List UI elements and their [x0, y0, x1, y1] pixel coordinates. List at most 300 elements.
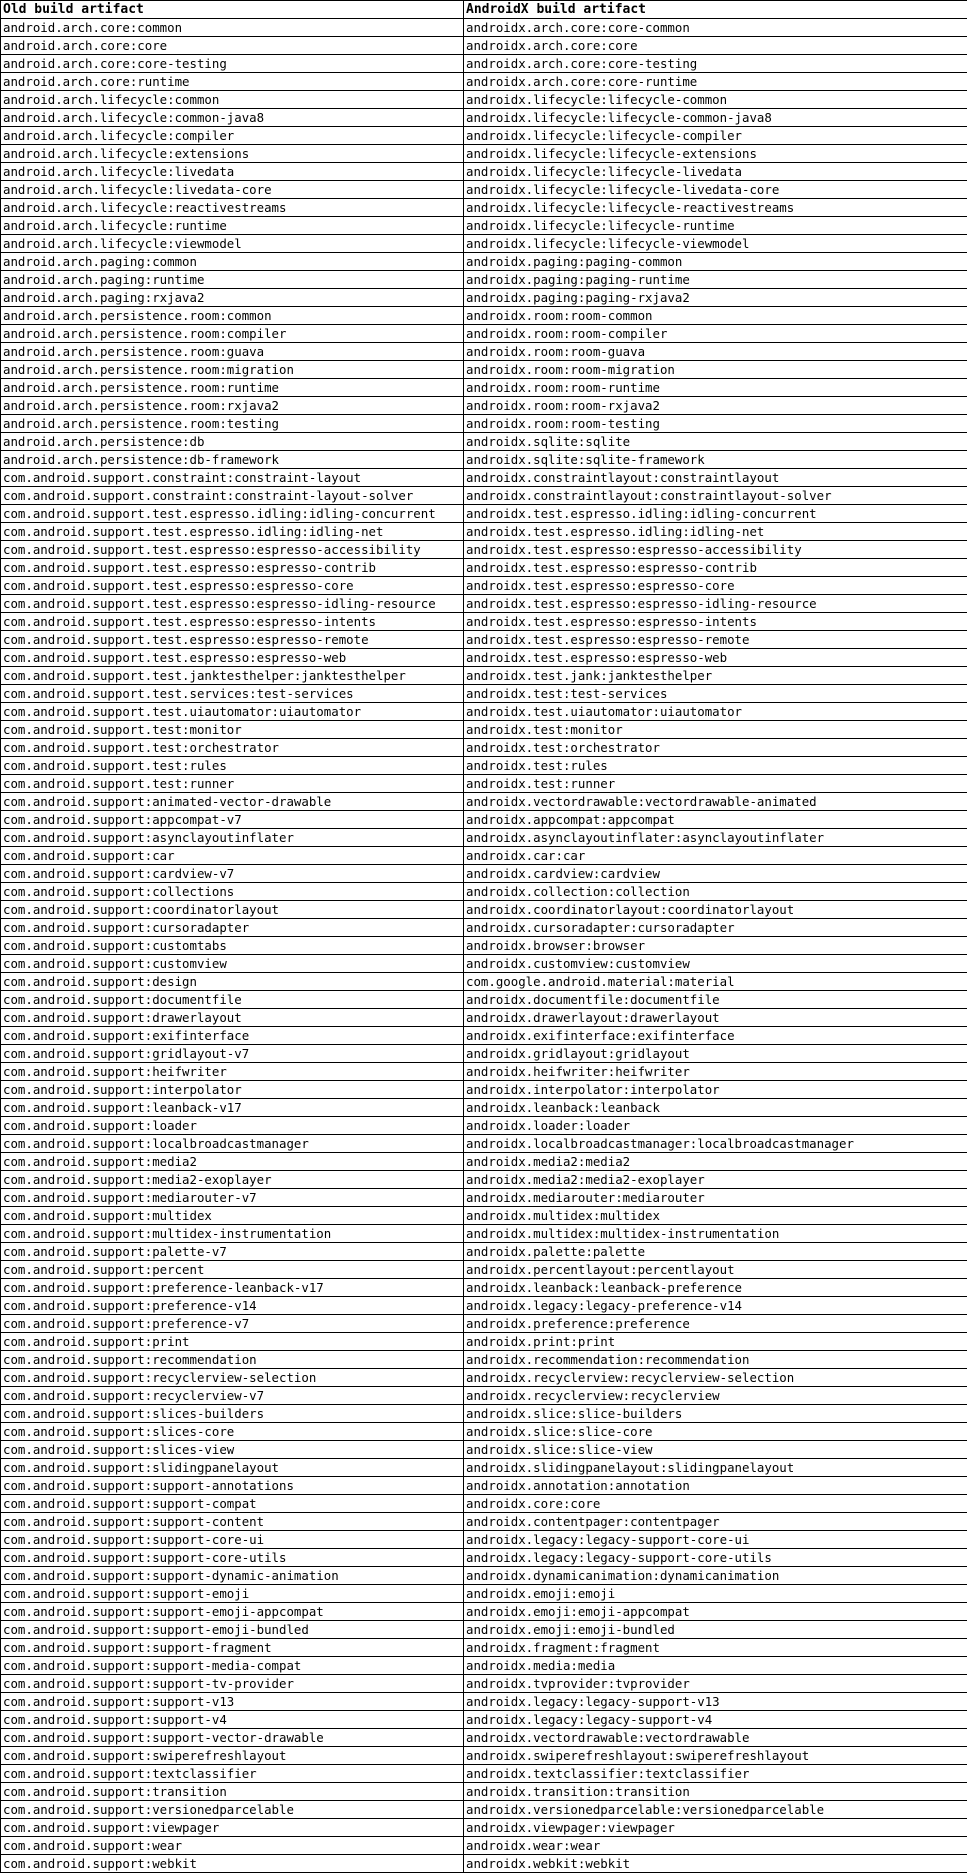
androidx-artifact-cell: androidx.test.espresso:espresso-contrib: [464, 559, 967, 577]
table-row: [1, 127, 967, 145]
table-row: [1, 1657, 967, 1675]
table-row: [1, 559, 967, 577]
androidx-artifact-cell: androidx.room:room-guava: [464, 343, 967, 361]
androidx-artifact-cell: androidx.lifecycle:lifecycle-livedata: [464, 163, 967, 181]
androidx-artifact-cell: androidx.palette:palette: [464, 1243, 967, 1261]
old-artifact-cell: com.android.support:slices-builders: [1, 1405, 464, 1423]
old-artifact-cell: com.android.support:appcompat-v7: [1, 811, 464, 829]
androidx-artifact-cell: androidx.paging:paging-common: [464, 253, 967, 271]
table-row: [1, 685, 967, 703]
table-row: [1, 631, 967, 649]
androidx-artifact-cell: androidx.appcompat:appcompat: [464, 811, 967, 829]
table-row: [1, 1639, 967, 1657]
old-artifact-cell: com.android.support:versionedparcelable: [1, 1801, 464, 1819]
androidx-artifact-cell: androidx.annotation:annotation: [464, 1477, 967, 1495]
table-row: [1, 883, 967, 901]
old-artifact-cell: com.android.support.test.espresso:espresso-remote: [1, 631, 464, 649]
old-artifact-cell: com.android.support.test:monitor: [1, 721, 464, 739]
table-row: [1, 145, 967, 163]
old-artifact-cell: android.arch.core:common: [1, 19, 464, 37]
table-row: [1, 613, 967, 631]
androidx-artifact-cell: androidx.test:runner: [464, 775, 967, 793]
androidx-artifact-cell: androidx.paging:paging-rxjava2: [464, 289, 967, 307]
table-row: [1, 217, 967, 235]
table-row: [1, 901, 967, 919]
androidx-artifact-cell: androidx.room:room-rxjava2: [464, 397, 967, 415]
old-artifact-cell: com.android.support:wear: [1, 1837, 464, 1855]
table-row: [1, 955, 967, 973]
old-artifact-cell: com.android.support:multidex: [1, 1207, 464, 1225]
androidx-artifact-cell: androidx.mediarouter:mediarouter: [464, 1189, 967, 1207]
column-header-old-artifact: Old build artifact: [1, 1, 464, 19]
old-artifact-cell: android.arch.paging:rxjava2: [1, 289, 464, 307]
androidx-artifact-cell: androidx.localbroadcastmanager:localbroadcastmanager: [464, 1135, 967, 1153]
table-row: [1, 1513, 967, 1531]
table-row: [1, 649, 967, 667]
old-artifact-cell: com.android.support.test.espresso:espresso-contrib: [1, 559, 464, 577]
androidx-artifact-cell: androidx.wear:wear: [464, 1837, 967, 1855]
old-artifact-cell: android.arch.lifecycle:extensions: [1, 145, 464, 163]
table-row: [1, 253, 967, 271]
table-row: [1, 451, 967, 469]
table-row: [1, 1063, 967, 1081]
old-artifact-cell: com.android.support:support-v13: [1, 1693, 464, 1711]
old-artifact-cell: com.android.support.test.espresso:espresso-core: [1, 577, 464, 595]
old-artifact-cell: com.android.support:loader: [1, 1117, 464, 1135]
androidx-artifact-cell: androidx.sqlite:sqlite-framework: [464, 451, 967, 469]
table-row: [1, 865, 967, 883]
old-artifact-cell: com.android.support.test.services:test-services: [1, 685, 464, 703]
androidx-artifact-cell: androidx.slice:slice-core: [464, 1423, 967, 1441]
table-row: [1, 721, 967, 739]
old-artifact-cell: com.android.support.test.espresso.idling:idling-net: [1, 523, 464, 541]
androidx-artifact-cell: androidx.legacy:legacy-support-v13: [464, 1693, 967, 1711]
table-row: [1, 1225, 967, 1243]
old-artifact-cell: com.android.support.test.espresso:espresso-web: [1, 649, 464, 667]
androidx-artifact-cell: androidx.browser:browser: [464, 937, 967, 955]
table-row: [1, 1711, 967, 1729]
old-artifact-cell: com.android.support:documentfile: [1, 991, 464, 1009]
table-row: [1, 1585, 967, 1603]
table-row: [1, 487, 967, 505]
old-artifact-cell: com.android.support.test:runner: [1, 775, 464, 793]
old-artifact-cell: com.android.support.test.espresso:espresso-accessibility: [1, 541, 464, 559]
old-artifact-cell: com.android.support:slices-core: [1, 1423, 464, 1441]
androidx-artifact-cell: androidx.room:room-runtime: [464, 379, 967, 397]
old-artifact-cell: android.arch.persistence.room:rxjava2: [1, 397, 464, 415]
table-row: [1, 1171, 967, 1189]
old-artifact-cell: com.android.support:recommendation: [1, 1351, 464, 1369]
old-artifact-cell: android.arch.lifecycle:viewmodel: [1, 235, 464, 253]
androidx-artifact-cell: androidx.emoji:emoji: [464, 1585, 967, 1603]
androidx-artifact-cell: androidx.lifecycle:lifecycle-livedata-core: [464, 181, 967, 199]
androidx-artifact-cell: androidx.lifecycle:lifecycle-common: [464, 91, 967, 109]
old-artifact-cell: com.android.support.constraint:constraint-layout-solver: [1, 487, 464, 505]
old-artifact-cell: android.arch.core:core: [1, 37, 464, 55]
table-row: [1, 397, 967, 415]
table-row: [1, 973, 967, 991]
old-artifact-cell: com.android.support.test:rules: [1, 757, 464, 775]
old-artifact-cell: com.android.support:slidingpanelayout: [1, 1459, 464, 1477]
old-artifact-cell: android.arch.persistence.room:migration: [1, 361, 464, 379]
table-row: [1, 1441, 967, 1459]
androidx-artifact-cell: androidx.lifecycle:lifecycle-reactivestreams: [464, 199, 967, 217]
old-artifact-cell: com.android.support.test.espresso.idling:idling-concurrent: [1, 505, 464, 523]
androidx-artifact-cell: androidx.room:room-migration: [464, 361, 967, 379]
table-row: [1, 1567, 967, 1585]
table-row: [1, 73, 967, 91]
androidx-artifact-cell: androidx.legacy:legacy-support-v4: [464, 1711, 967, 1729]
old-artifact-cell: com.android.support:customtabs: [1, 937, 464, 955]
old-artifact-cell: com.android.support:support-compat: [1, 1495, 464, 1513]
androidx-artifact-cell: androidx.heifwriter:heifwriter: [464, 1063, 967, 1081]
old-artifact-cell: com.android.support:recyclerview-v7: [1, 1387, 464, 1405]
androidx-artifact-cell: androidx.recyclerview:recyclerview-selection: [464, 1369, 967, 1387]
old-artifact-cell: com.android.support.test.espresso:espresso-idling-resource: [1, 595, 464, 613]
androidx-artifact-cell: androidx.test:rules: [464, 757, 967, 775]
table-row: [1, 1009, 967, 1027]
androidx-artifact-cell: androidx.legacy:legacy-support-core-ui: [464, 1531, 967, 1549]
old-artifact-cell: android.arch.lifecycle:runtime: [1, 217, 464, 235]
table-row: [1, 793, 967, 811]
old-artifact-cell: com.android.support:heifwriter: [1, 1063, 464, 1081]
old-artifact-cell: com.android.support:asynclayoutinflater: [1, 829, 464, 847]
androidx-artifact-cell: androidx.gridlayout:gridlayout: [464, 1045, 967, 1063]
androidx-artifact-cell: androidx.paging:paging-runtime: [464, 271, 967, 289]
old-artifact-cell: com.android.support:textclassifier: [1, 1765, 464, 1783]
table-row: [1, 1207, 967, 1225]
old-artifact-cell: com.android.support:webkit: [1, 1855, 464, 1873]
table-row: [1, 55, 967, 73]
old-artifact-cell: com.android.support:support-core-utils: [1, 1549, 464, 1567]
table-row: [1, 379, 967, 397]
table-row: [1, 1351, 967, 1369]
table-row: [1, 1261, 967, 1279]
androidx-artifact-cell: androidx.vectordrawable:vectordrawable: [464, 1729, 967, 1747]
androidx-artifact-cell: androidx.multidex:multidex: [464, 1207, 967, 1225]
old-artifact-cell: com.android.support:preference-v7: [1, 1315, 464, 1333]
old-artifact-cell: com.android.support:support-annotations: [1, 1477, 464, 1495]
table-row: [1, 1117, 967, 1135]
androidx-artifact-cell: androidx.recyclerview:recyclerview: [464, 1387, 967, 1405]
androidx-artifact-cell: androidx.emoji:emoji-appcompat: [464, 1603, 967, 1621]
table-row: [1, 469, 967, 487]
androidx-artifact-cell: androidx.collection:collection: [464, 883, 967, 901]
androidx-artifact-cell: androidx.webkit:webkit: [464, 1855, 967, 1873]
androidx-artifact-cell: androidx.arch.core:core: [464, 37, 967, 55]
androidx-artifact-cell: androidx.percentlayout:percentlayout: [464, 1261, 967, 1279]
androidx-artifact-cell: androidx.leanback:leanback: [464, 1099, 967, 1117]
table-row: [1, 1333, 967, 1351]
androidx-artifact-cell: androidx.textclassifier:textclassifier: [464, 1765, 967, 1783]
old-artifact-cell: com.android.support:slices-view: [1, 1441, 464, 1459]
table-row: [1, 325, 967, 343]
old-artifact-cell: com.android.support:percent: [1, 1261, 464, 1279]
table-row: [1, 1801, 967, 1819]
androidx-artifact-cell: androidx.test:orchestrator: [464, 739, 967, 757]
old-artifact-cell: com.android.support:support-emoji-appcompat: [1, 1603, 464, 1621]
androidx-artifact-cell: androidx.legacy:legacy-support-core-utils: [464, 1549, 967, 1567]
androidx-artifact-cell: androidx.contentpager:contentpager: [464, 1513, 967, 1531]
table-row: [1, 523, 967, 541]
androidx-artifact-cell: androidx.slice:slice-view: [464, 1441, 967, 1459]
table-row: [1, 1621, 967, 1639]
table-row: [1, 1135, 967, 1153]
androidx-artifact-cell: androidx.test.espresso:espresso-core: [464, 577, 967, 595]
androidx-artifact-cell: androidx.swiperefreshlayout:swiperefreshlayout: [464, 1747, 967, 1765]
table-row: [1, 991, 967, 1009]
androidx-artifact-cell: androidx.exifinterface:exifinterface: [464, 1027, 967, 1045]
table-row: [1, 541, 967, 559]
table-row: [1, 703, 967, 721]
table-header-row: [1, 1, 967, 19]
old-artifact-cell: com.android.support:drawerlayout: [1, 1009, 464, 1027]
androidx-artifact-cell: androidx.media:media: [464, 1657, 967, 1675]
table-row: [1, 1675, 967, 1693]
old-artifact-cell: com.android.support:recyclerview-selection: [1, 1369, 464, 1387]
old-artifact-cell: com.android.support:support-fragment: [1, 1639, 464, 1657]
old-artifact-cell: android.arch.lifecycle:livedata: [1, 163, 464, 181]
old-artifact-cell: com.android.support:support-emoji-bundled: [1, 1621, 464, 1639]
old-artifact-cell: com.android.support:support-core-ui: [1, 1531, 464, 1549]
old-artifact-cell: com.android.support.test.janktesthelper:janktesthelper: [1, 667, 464, 685]
androidx-artifact-cell: androidx.test:test-services: [464, 685, 967, 703]
table-row: [1, 91, 967, 109]
androidx-artifact-cell: androidx.drawerlayout:drawerlayout: [464, 1009, 967, 1027]
table-row: [1, 1747, 967, 1765]
table-row: [1, 1855, 967, 1873]
table-row: [1, 1423, 967, 1441]
old-artifact-cell: android.arch.lifecycle:livedata-core: [1, 181, 464, 199]
table-row: [1, 1045, 967, 1063]
old-artifact-cell: android.arch.persistence:db-framework: [1, 451, 464, 469]
old-artifact-cell: com.android.support:support-dynamic-animation: [1, 1567, 464, 1585]
table-row: [1, 595, 967, 613]
androidx-artifact-cell: androidx.legacy:legacy-preference-v14: [464, 1297, 967, 1315]
table-row: [1, 1189, 967, 1207]
table-row: [1, 1387, 967, 1405]
table-row: [1, 1405, 967, 1423]
table-row: [1, 19, 967, 37]
androidx-artifact-cell: androidx.vectordrawable:vectordrawable-animated: [464, 793, 967, 811]
androidx-artifact-cell: androidx.interpolator:interpolator: [464, 1081, 967, 1099]
table-row: [1, 1819, 967, 1837]
old-artifact-cell: com.android.support:media2-exoplayer: [1, 1171, 464, 1189]
old-artifact-cell: android.arch.lifecycle:common: [1, 91, 464, 109]
old-artifact-cell: com.android.support:support-content: [1, 1513, 464, 1531]
androidx-artifact-cell: androidx.viewpager:viewpager: [464, 1819, 967, 1837]
old-artifact-cell: com.android.support:swiperefreshlayout: [1, 1747, 464, 1765]
androidx-artifact-cell: androidx.fragment:fragment: [464, 1639, 967, 1657]
androidx-artifact-cell: androidx.cursoradapter:cursoradapter: [464, 919, 967, 937]
table-row: [1, 235, 967, 253]
androidx-artifact-cell: androidx.recommendation:recommendation: [464, 1351, 967, 1369]
androidx-artifact-cell: androidx.preference:preference: [464, 1315, 967, 1333]
old-artifact-cell: com.android.support:support-v4: [1, 1711, 464, 1729]
old-artifact-cell: android.arch.persistence.room:common: [1, 307, 464, 325]
table-row: [1, 1729, 967, 1747]
androidx-artifact-cell: androidx.dynamicanimation:dynamicanimation: [464, 1567, 967, 1585]
table-row: [1, 1315, 967, 1333]
table-body: [1, 19, 967, 1873]
table-row: [1, 1369, 967, 1387]
old-artifact-cell: com.android.support:coordinatorlayout: [1, 901, 464, 919]
old-artifact-cell: android.arch.core:runtime: [1, 73, 464, 91]
old-artifact-cell: com.android.support.test:orchestrator: [1, 739, 464, 757]
table-row: [1, 1837, 967, 1855]
table-row: [1, 343, 967, 361]
table-row: [1, 757, 967, 775]
androidx-artifact-cell: androidx.arch.core:core-testing: [464, 55, 967, 73]
old-artifact-cell: com.android.support:customview: [1, 955, 464, 973]
old-artifact-cell: com.android.support:leanback-v17: [1, 1099, 464, 1117]
androidx-artifact-cell: androidx.customview:customview: [464, 955, 967, 973]
table-row: [1, 811, 967, 829]
old-artifact-cell: android.arch.lifecycle:compiler: [1, 127, 464, 145]
table-row: [1, 775, 967, 793]
old-artifact-cell: android.arch.paging:common: [1, 253, 464, 271]
table-row: [1, 1297, 967, 1315]
old-artifact-cell: android.arch.paging:runtime: [1, 271, 464, 289]
androidx-artifact-cell: androidx.room:room-testing: [464, 415, 967, 433]
table-row: [1, 1603, 967, 1621]
table-row: [1, 1477, 967, 1495]
androidx-artifact-cell: androidx.test.espresso.idling:idling-net: [464, 523, 967, 541]
table-row: [1, 1099, 967, 1117]
table-row: [1, 937, 967, 955]
androidx-artifact-cell: androidx.constraintlayout:constraintlayout: [464, 469, 967, 487]
table-row: [1, 1459, 967, 1477]
table-row: [1, 37, 967, 55]
table-row: [1, 1153, 967, 1171]
old-artifact-cell: com.android.support:mediarouter-v7: [1, 1189, 464, 1207]
androidx-artifact-cell: androidx.versionedparcelable:versionedparcelable: [464, 1801, 967, 1819]
old-artifact-cell: android.arch.persistence:db: [1, 433, 464, 451]
table-row: [1, 1549, 967, 1567]
androidx-artifact-cell: androidx.tvprovider:tvprovider: [464, 1675, 967, 1693]
table-row: [1, 109, 967, 127]
androidx-artifact-cell: androidx.test.espresso.idling:idling-concurrent: [464, 505, 967, 523]
old-artifact-cell: com.android.support:animated-vector-drawable: [1, 793, 464, 811]
old-artifact-cell: com.android.support:transition: [1, 1783, 464, 1801]
old-artifact-cell: com.android.support:print: [1, 1333, 464, 1351]
old-artifact-cell: com.android.support:cursoradapter: [1, 919, 464, 937]
androidx-artifact-cell: com.google.android.material:material: [464, 973, 967, 991]
old-artifact-cell: android.arch.persistence.room:guava: [1, 343, 464, 361]
androidx-artifact-cell: androidx.lifecycle:lifecycle-compiler: [464, 127, 967, 145]
androidx-artifact-cell: androidx.constraintlayout:constraintlayout-solver: [464, 487, 967, 505]
androidx-artifact-cell: androidx.media2:media2-exoplayer: [464, 1171, 967, 1189]
table-row: [1, 433, 967, 451]
androidx-artifact-cell: androidx.sqlite:sqlite: [464, 433, 967, 451]
table-row: [1, 163, 967, 181]
androidx-artifact-cell: androidx.multidex:multidex-instrumentation: [464, 1225, 967, 1243]
table-row: [1, 199, 967, 217]
androidx-artifact-cell: androidx.coordinatorlayout:coordinatorlayout: [464, 901, 967, 919]
old-artifact-cell: android.arch.persistence.room:runtime: [1, 379, 464, 397]
table-row: [1, 415, 967, 433]
androidx-artifact-cell: androidx.documentfile:documentfile: [464, 991, 967, 1009]
table-row: [1, 577, 967, 595]
androidx-artifact-cell: androidx.room:room-common: [464, 307, 967, 325]
table-row: [1, 289, 967, 307]
old-artifact-cell: com.android.support:cardview-v7: [1, 865, 464, 883]
old-artifact-cell: com.android.support:gridlayout-v7: [1, 1045, 464, 1063]
androidx-artifact-cell: androidx.lifecycle:lifecycle-common-java8: [464, 109, 967, 127]
table-row: [1, 829, 967, 847]
table-row: [1, 1531, 967, 1549]
table-row: [1, 1495, 967, 1513]
old-artifact-cell: android.arch.persistence.room:testing: [1, 415, 464, 433]
androidx-artifact-cell: androidx.print:print: [464, 1333, 967, 1351]
table-row: [1, 505, 967, 523]
androidx-artifact-cell: androidx.cardview:cardview: [464, 865, 967, 883]
androidx-artifact-cell: androidx.lifecycle:lifecycle-viewmodel: [464, 235, 967, 253]
old-artifact-cell: com.android.support:localbroadcastmanager: [1, 1135, 464, 1153]
androidx-artifact-cell: androidx.emoji:emoji-bundled: [464, 1621, 967, 1639]
androidx-artifact-cell: androidx.arch.core:core-common: [464, 19, 967, 37]
old-artifact-cell: com.android.support:interpolator: [1, 1081, 464, 1099]
androidx-artifact-cell: androidx.car:car: [464, 847, 967, 865]
old-artifact-cell: android.arch.core:core-testing: [1, 55, 464, 73]
old-artifact-cell: com.android.support:preference-leanback-v17: [1, 1279, 464, 1297]
old-artifact-cell: android.arch.lifecycle:reactivestreams: [1, 199, 464, 217]
old-artifact-cell: com.android.support:palette-v7: [1, 1243, 464, 1261]
old-artifact-cell: com.android.support:collections: [1, 883, 464, 901]
old-artifact-cell: com.android.support:support-tv-provider: [1, 1675, 464, 1693]
androidx-artifact-cell: androidx.test.espresso:espresso-remote: [464, 631, 967, 649]
table-row: [1, 1765, 967, 1783]
table-row: [1, 1243, 967, 1261]
old-artifact-cell: com.android.support:support-vector-drawable: [1, 1729, 464, 1747]
androidx-artifact-cell: androidx.lifecycle:lifecycle-extensions: [464, 145, 967, 163]
table-row: [1, 919, 967, 937]
androidx-artifact-cell: androidx.test.espresso:espresso-web: [464, 649, 967, 667]
table-row: [1, 1027, 967, 1045]
androidx-artifact-cell: androidx.room:room-compiler: [464, 325, 967, 343]
androidx-artifact-cell: androidx.loader:loader: [464, 1117, 967, 1135]
old-artifact-cell: com.android.support.constraint:constraint-layout: [1, 469, 464, 487]
androidx-artifact-cell: androidx.test.espresso:espresso-accessibility: [464, 541, 967, 559]
old-artifact-cell: com.android.support:preference-v14: [1, 1297, 464, 1315]
table-row: [1, 307, 967, 325]
table-row: [1, 1693, 967, 1711]
table-row: [1, 1279, 967, 1297]
androidx-artifact-cell: androidx.asynclayoutinflater:asynclayoutinflater: [464, 829, 967, 847]
old-artifact-cell: android.arch.lifecycle:common-java8: [1, 109, 464, 127]
old-artifact-cell: com.android.support.test.espresso:espresso-intents: [1, 613, 464, 631]
androidx-artifact-cell: androidx.leanback:leanback-preference: [464, 1279, 967, 1297]
androidx-artifact-cell: androidx.test.jank:janktesthelper: [464, 667, 967, 685]
old-artifact-cell: android.arch.persistence.room:compiler: [1, 325, 464, 343]
table-row: [1, 1783, 967, 1801]
androidx-artifact-cell: androidx.test.espresso:espresso-idling-resource: [464, 595, 967, 613]
old-artifact-cell: com.android.support:multidex-instrumentation: [1, 1225, 464, 1243]
table-row: [1, 361, 967, 379]
androidx-artifact-cell: androidx.lifecycle:lifecycle-runtime: [464, 217, 967, 235]
androidx-artifact-cell: androidx.arch.core:core-runtime: [464, 73, 967, 91]
old-artifact-cell: com.android.support:support-emoji: [1, 1585, 464, 1603]
androidx-artifact-cell: androidx.test.espresso:espresso-intents: [464, 613, 967, 631]
old-artifact-cell: com.android.support:exifinterface: [1, 1027, 464, 1045]
androidx-artifact-cell: androidx.core:core: [464, 1495, 967, 1513]
table-row: [1, 181, 967, 199]
table-row: [1, 739, 967, 757]
androidx-artifact-cell: androidx.transition:transition: [464, 1783, 967, 1801]
old-artifact-cell: com.android.support:design: [1, 973, 464, 991]
table-row: [1, 667, 967, 685]
table-row: [1, 1081, 967, 1099]
